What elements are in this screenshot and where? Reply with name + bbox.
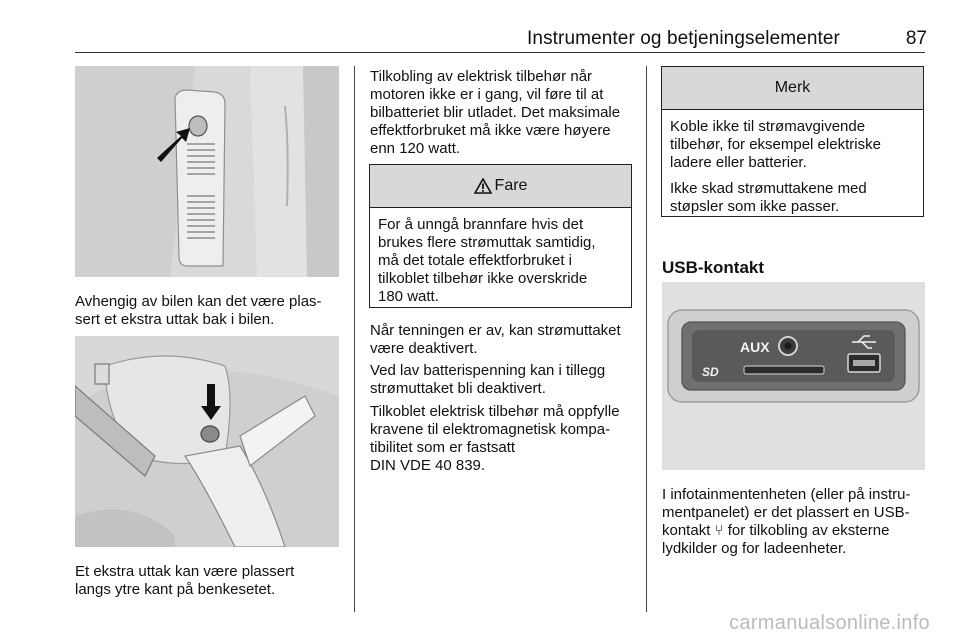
warning-triangle-icon <box>474 178 492 194</box>
figure2-caption: Et ekstra uttak kan være plassert langs ytre kant på benkesetet. <box>75 563 295 598</box>
figure-rear-socket <box>75 66 339 277</box>
figure-bench-socket <box>75 336 339 547</box>
paragraph-ignition-off: Når tenningen er av, kan strømuttaket være deaktivert. <box>370 322 621 357</box>
paragraph-emc: Tilkoblet elektrisk tilbehør må oppfylle kravene til elektromagnetisk kompa- tibilitet som er fastsatt DIN VDE 40 839. <box>370 403 620 474</box>
note-box-title: Merk <box>774 79 811 96</box>
intro-paragraph: Tilkobling av elektrisk tilbehør når motoren ikke er i gang, vil føre til at bilbatteriet blir utladet. Det maksimale effektforbruket må ikke være høyere enn 120 watt. <box>370 68 621 157</box>
usb-paragraph: I infotainmentenheten (eller på instru- mentpanelet) er det plassert en USB- kontakt ⑂ for tilkobling av eksterne lydkilder og for ladeenheter. <box>662 486 911 557</box>
sd-label: SD <box>702 365 719 379</box>
header-rule <box>75 52 925 53</box>
note-box-text-2: Ikke skad strømuttakene med støpsler som ikke passer. <box>670 180 867 215</box>
watermark: carmanualsonline.info <box>729 612 930 634</box>
danger-box-header <box>370 165 631 208</box>
note-box-header <box>662 67 923 110</box>
danger-box-title: Fare <box>494 177 528 194</box>
paragraph-low-battery: Ved lav batterispenning kan i tillegg strømuttaket bli deaktivert. <box>370 362 606 397</box>
figure1-caption: Avhengig av bilen kan det være plas- sert et ekstra uttak bak i bilen. <box>75 293 322 328</box>
usb-heading: USB-kontakt <box>662 258 765 277</box>
page-number: 87 <box>905 28 927 49</box>
note-box <box>661 66 924 217</box>
column-divider-right <box>646 66 647 612</box>
aux-label: AUX <box>740 339 770 355</box>
column-divider-left <box>354 66 355 612</box>
danger-box-text: For å unngå brannfare hvis det brukes flere strømuttak samtidig, må det totale effektforbruket i tilkoblet tilbehør ikke overskride 180 watt. <box>378 216 596 305</box>
page-title: Instrumenter og betjeningselementer <box>527 28 840 49</box>
danger-box <box>369 164 632 308</box>
note-box-text-1: Koble ikke til strømavgivende tilbehør, for eksempel elektriske ladere eller batterier. <box>670 118 881 171</box>
figure-usb-panel <box>662 282 925 470</box>
